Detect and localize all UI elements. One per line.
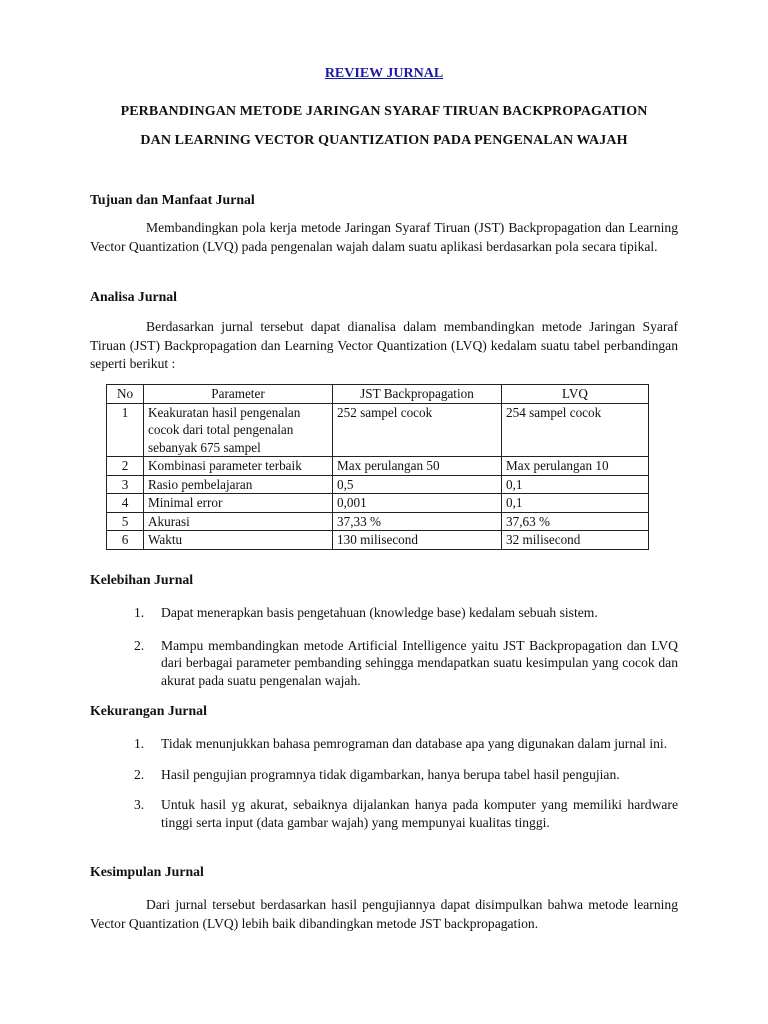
list-item-number: 2. <box>134 766 145 782</box>
table-header-row <box>107 385 649 404</box>
table-cell-no: 2 <box>107 457 144 476</box>
table-cell-jst: 0,001 <box>333 494 502 513</box>
title-line-1: PERBANDINGAN METODE JARINGAN SYARAF TIRUAN BACKPROPAGATION <box>120 104 648 119</box>
table-cell-parameter: Rasio pembelajaran <box>144 475 333 494</box>
list-item-text: Dapat menerapkan basis pengetahuan (knowledge base) kedalam sebuah sistem. <box>161 605 598 620</box>
table-cell-lvq: 0,1 <box>502 475 649 494</box>
list-item <box>90 604 678 622</box>
review-title: REVIEW JURNAL <box>324 66 444 81</box>
heading-analisa: Analisa Jurnal <box>90 289 178 304</box>
table-header-jst: JST Backpropagation <box>333 385 502 404</box>
table-header-lvq: LVQ <box>502 385 649 404</box>
list-item-text: Tidak menunjukkan bahasa pemrograman dan database apa yang digunakan dalam jurnal ini. <box>161 736 668 751</box>
table-cell-no: 4 <box>107 494 144 513</box>
table-cell-jst: 252 sampel cocok <box>333 403 502 457</box>
table-cell-parameter: Waktu <box>144 531 333 550</box>
table-cell-no: 1 <box>107 403 144 457</box>
table-cell-parameter: Keakuratan hasil pengenalan cocok dari total pengenalan sebanyak 675 sampel <box>144 403 333 457</box>
list-item <box>90 796 678 831</box>
table-row <box>107 475 649 494</box>
table-cell-no: 3 <box>107 475 144 494</box>
table-cell-lvq: 0,1 <box>502 494 649 513</box>
list-item <box>90 637 678 690</box>
paragraph-kesimpulan: Dari jurnal tersebut berdasarkan hasil pengujiannya dapat disimpulkan bahwa metode learning Vector Quantization (LVQ) lebih baik dibandingkan metode JST backpropagation. <box>90 897 678 931</box>
table-row <box>107 512 649 531</box>
table-cell-no: 6 <box>107 531 144 550</box>
list-item-number: 3. <box>134 797 145 812</box>
table-row <box>107 494 649 513</box>
heading-tujuan: Tujuan dan Manfaat Jurnal <box>90 192 255 207</box>
table-header-parameter: Parameter <box>144 385 333 404</box>
table-cell-jst: 37,33 % <box>333 512 502 531</box>
list-kekurangan <box>90 735 678 831</box>
table-cell-jst: Max perulangan 50 <box>333 457 502 476</box>
paragraph-tujuan: Membandingkan pola kerja metode Jaringan Syaraf Tiruan (JST) Backpropagation dan Learning Vector Quantization (LVQ) pada pengenalan wajah dalam suatu aplikasi berdasarkan pola secara tipikal. <box>90 220 678 254</box>
table-cell-lvq: 32 milisecond <box>502 531 649 550</box>
list-item-text: Untuk hasil yg akurat, sebaiknya dijalankan hanya pada komputer yang memiliki hardware tinggi serta input (data gambar wajah) yang mempunyai kualitas tinggi. <box>161 797 678 830</box>
table-cell-parameter: Kombinasi parameter terbaik <box>144 457 333 476</box>
table-cell-lvq: Max perulangan 10 <box>502 457 649 476</box>
table-cell-parameter: Akurasi <box>144 512 333 531</box>
title-line-2: DAN LEARNING VECTOR QUANTIZATION PADA PENGENALAN WAJAH <box>140 133 628 148</box>
table-row <box>107 403 649 457</box>
list-item-number: 2. <box>134 637 145 653</box>
heading-kesimpulan: Kesimpulan Jurnal <box>90 864 204 879</box>
list-item-text: Mampu membandingkan metode Artificial Intelligence yaitu JST Backpropagation dan LVQ dari berbagai parameter pembanding sehingga mendapatkan suatu kesimpulan yang cocok dan akurat pada suatu pengenalan wajah. <box>161 637 678 688</box>
list-item-number: 1. <box>134 605 145 620</box>
list-item-text: Hasil pengujian programnya tidak digambarkan, hanya berupa tabel hasil pengujian. <box>161 766 620 782</box>
comparison-table <box>106 384 649 550</box>
table-cell-jst: 0,5 <box>333 475 502 494</box>
table-header-no: No <box>107 385 144 404</box>
table-cell-lvq: 254 sampel cocok <box>502 403 649 457</box>
table-row <box>107 457 649 476</box>
table-cell-parameter: Minimal error <box>144 494 333 513</box>
table-cell-lvq: 37,63 % <box>502 512 649 531</box>
table-cell-no: 5 <box>107 512 144 531</box>
paragraph-analisa: Berdasarkan jurnal tersebut dapat dianalisa dalam membandingkan metode Jaringan Syaraf Tiruan (JST) Backpropagation dan Learning Vector Quantization (LVQ) kedalam suatu tabel perbandingan seperti berikut : <box>90 319 678 371</box>
list-kelebihan <box>90 604 678 689</box>
heading-kelebihan: Kelebihan Jurnal <box>90 572 194 587</box>
table-cell-jst: 130 milisecond <box>333 531 502 550</box>
list-item <box>90 735 678 753</box>
list-item-number: 1. <box>134 736 145 751</box>
heading-kekurangan: Kekurangan Jurnal <box>90 703 207 718</box>
list-item <box>90 766 678 784</box>
table-row <box>107 531 649 550</box>
